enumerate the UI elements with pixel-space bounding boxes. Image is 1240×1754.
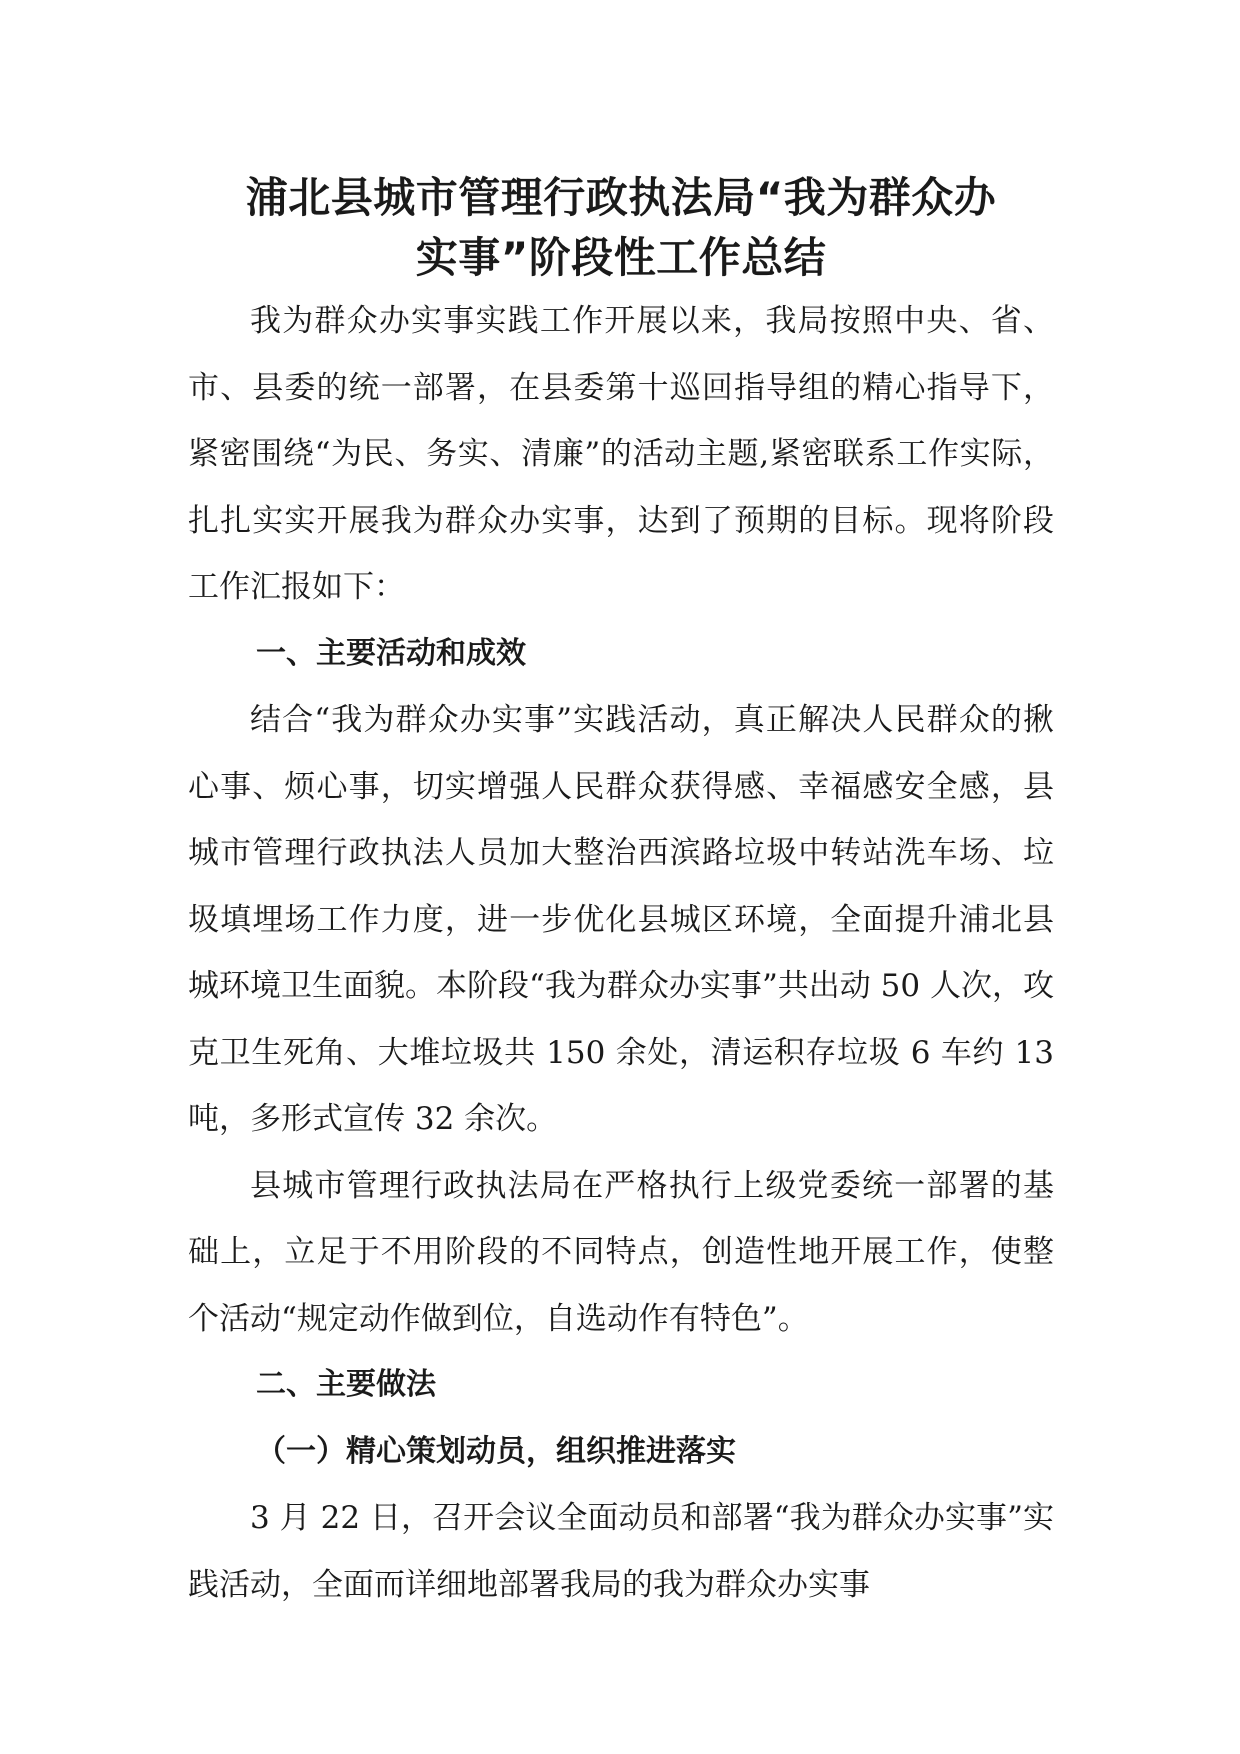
document-page (188, 168, 1054, 1618)
section-1-paragraph-2: 县城市管理行政执法局在严格执行上级党委统一部署的基础上，立足于不用阶段的不同特点，创造性地开展工作，使整个活动“规定动作做到位，自选动作有特色”。 (188, 1167, 1054, 1337)
section-2-paragraph-1: 3 月 22 日，召开会议全面动员和部署“我为群众办实事”实践活动，全面而详细地部署我局的我为群众办实事 (188, 1500, 1054, 1603)
title-line-1: 浦北县城市管理行政执法局“我为群众办 (245, 173, 997, 222)
intro-paragraph: 我为群众办实事实践工作开展以来，我局按照中央、省、市、县委的统一部署，在县委第十巡回指导组的精心指导下，紧密围绕“为民、务实、清廉”的活动主题,紧密联系工作实际，扎扎实实开展我为群众办实事，达到了预期的目标。现将阶段工作汇报如下： (188, 303, 1054, 605)
title-line-2: 实事”阶段性工作总结 (415, 233, 827, 282)
section-2-heading: 二、主要做法 (256, 1367, 436, 1402)
document-title (188, 168, 1054, 288)
section-1-heading: 一、主要活动和成效 (256, 635, 526, 671)
section-1-paragraph-1: 结合“我为群众办实事”实践活动，真正解决人民群众的揪心事、烦心事，切实增强人民群众获得感、幸福感安全感，县城市管理行政执法人员加大整治西滨路垃圾中转站洗车场、垃圾填埋场工作力度，进一步优化县城区环境，全面提升浦北县城环境卫生面貌。本阶段“我为群众办实事”共出动 50 人次，攻克卫生死角、大堆垃圾共 150 余处，清运积存垃圾 6 车约 13 吨，多形式宣传 32 余次。 (188, 702, 1054, 1137)
section-2-subheading: （一）精心策划动员，组织推进落实 (256, 1433, 736, 1469)
